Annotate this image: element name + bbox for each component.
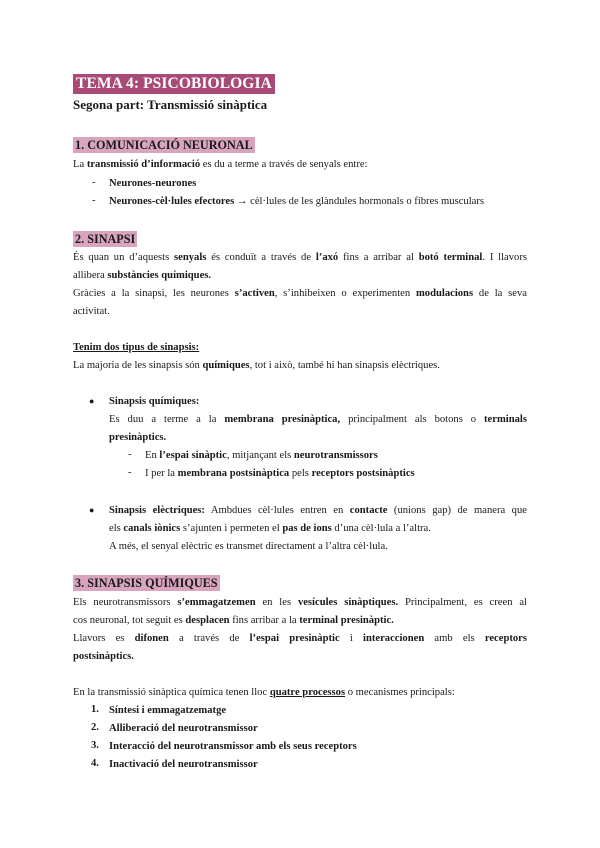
synapse-types-title: Tenim dos tipus de sinapsis:: [73, 342, 200, 353]
text-bold: transmissió d’informació: [86, 159, 201, 170]
electrical-synapses-title: Sinapsis elèctriques:: [109, 505, 205, 516]
text-bold: s’activen: [234, 288, 275, 299]
text-bold: vesícules sinàptiques.: [297, 597, 399, 608]
section-1-heading: 1. COMUNICACIÓ NEURONAL: [75, 138, 253, 152]
text-bold: Neurones-neurones: [109, 178, 197, 189]
text: Llavors es: [73, 633, 135, 644]
electrical-synapses-line-3: A més, el senyal elèctric es transmet directament a l’altra cèl·lula.: [109, 541, 388, 552]
text: La majoria de les sinapsis són: [73, 360, 203, 371]
text: És quan un d’aquests: [73, 252, 175, 263]
text-bold: membrana postsinàptica: [177, 468, 290, 479]
text: cos neuronal, tot seguit es: [73, 615, 186, 626]
text-bold: receptors postsinàptics: [311, 468, 415, 479]
text: Gràcies a la sinapsi, les neurones: [73, 288, 235, 299]
text: és conduït a través de: [206, 252, 316, 263]
document-subtitle: Segona part: Transmissió sinàptica: [73, 97, 268, 112]
text: i: [339, 633, 364, 644]
section-2-paragraph-line-1: [73, 251, 527, 265]
text: d’una cèl·lula a l’altra.: [331, 523, 431, 534]
dash-marker: -: [92, 195, 96, 206]
section-3-paragraph-line-2: [73, 614, 394, 628]
text: , s’inhibeixen o experimenten: [274, 288, 416, 299]
text: principalment als botons o: [340, 414, 485, 425]
text: . I llavors: [482, 252, 527, 263]
text: en les: [255, 597, 298, 608]
text-bold: substàncies químiques.: [107, 270, 212, 281]
text-bold: modulacions: [415, 288, 474, 299]
section-1-item-1: [109, 177, 196, 191]
chemical-synapses-subitem-2: [145, 467, 415, 481]
text: de la seva: [473, 288, 527, 299]
text-bold: s’emmagatzemen: [177, 597, 256, 608]
text: fins a arribar al: [338, 252, 419, 263]
text: els: [109, 523, 124, 534]
text: Els neurotransmissors: [73, 597, 178, 608]
text: I per la: [145, 468, 178, 479]
text: es du a terme a través de senyals entre:: [200, 159, 368, 170]
text-bold: senyals: [174, 252, 207, 263]
list-number: 4.: [91, 758, 99, 769]
process-list-item: Inactivació del neurotransmissor: [109, 759, 258, 770]
text-bold: neurotransmissors: [293, 450, 378, 461]
list-number: 3.: [91, 740, 99, 751]
text-bold: pas de ions: [282, 523, 332, 534]
text-bold: químiques: [202, 360, 250, 371]
text-bold: membrana presinàptica,: [224, 414, 341, 425]
list-number: 2.: [91, 722, 99, 733]
chemical-synapses-subitem-1: [145, 449, 378, 463]
text: → cèl·lules de les glàndules hormonals o fibres musculars: [234, 196, 485, 207]
dash-marker: -: [128, 467, 132, 478]
text-bold: canals iònics: [123, 523, 181, 534]
electrical-synapses-line-1: [109, 504, 527, 518]
section-2-heading: 2. SINAPSI: [75, 232, 136, 246]
section-1-item-2: [109, 195, 484, 209]
text: pels: [289, 468, 312, 479]
text-bold: contacte: [349, 505, 388, 516]
section-3-paragraph-line-1: [73, 596, 527, 610]
text-bold: terminals: [484, 414, 527, 425]
text: , mitjançant els: [226, 450, 294, 461]
section-3-heading: 3. SINAPSIS QUÍMIQUES: [75, 576, 218, 590]
text: En: [145, 450, 160, 461]
bullet-marker: ●: [89, 396, 95, 406]
section-2-paragraph-line-4: activitat.: [73, 306, 110, 317]
process-list-item: Alliberació del neurotransmissor: [109, 723, 258, 734]
text: Es duu a terme a la: [109, 414, 225, 425]
section-1-intro: [73, 158, 368, 172]
text: Principalment, es creen al: [398, 597, 527, 608]
section-3-paragraph-line-3: [73, 632, 527, 646]
text: a través de: [168, 633, 250, 644]
text: amb els: [424, 633, 485, 644]
text-bold: desplacen: [185, 615, 230, 626]
text: En la transmissió sinàptica química tenen lloc: [73, 687, 270, 698]
text: fins arribar a la: [229, 615, 300, 626]
document-title: TEMA 4: PSICOBIOLOGIA: [73, 74, 275, 94]
text-bold: difonen: [134, 633, 169, 644]
text: Ambdues cèl·lules entren en: [204, 505, 350, 516]
section-2-paragraph-line-3: [73, 287, 527, 301]
process-list-item: Síntesi i emmagatzematge: [109, 705, 227, 716]
synapse-types-intro: [73, 359, 440, 373]
text: La: [73, 159, 87, 170]
text-bold-underlined: quatre processos: [269, 687, 346, 698]
text: s’ajunten i permeten el: [180, 523, 283, 534]
text: o mecanismes principals:: [345, 687, 455, 698]
bullet-marker: ●: [89, 505, 95, 515]
text: , tot i això, també hi han sinapsis elèctriques.: [249, 360, 440, 371]
processes-intro: [73, 686, 455, 700]
chemical-synapses-title: Sinapsis químiques:: [109, 396, 200, 407]
text-bold: terminal presinàptic.: [299, 615, 394, 626]
dash-marker: -: [92, 177, 96, 188]
chemical-synapses-line-2: presinàptics.: [109, 432, 167, 443]
chemical-synapses-line-1: [109, 413, 527, 427]
electrical-synapses-line-2: [109, 522, 431, 536]
text: (unions gap) de manera que: [387, 505, 527, 516]
text-bold: interaccionen: [363, 633, 425, 644]
list-number: 1.: [91, 704, 99, 715]
section-2-paragraph-line-2: [73, 269, 211, 283]
text-bold: Neurones-cèl·lules efectores: [109, 196, 235, 207]
process-list-item: Interacció del neurotransmissor amb els seus receptors: [109, 741, 357, 752]
dash-marker: -: [128, 449, 132, 460]
text: allibera: [73, 270, 108, 281]
section-3-paragraph-line-4: postsinàptics.: [73, 651, 134, 662]
text-bold: receptors: [484, 633, 528, 644]
text-bold: botó terminal: [418, 252, 483, 263]
text-bold: l’espai presinàptic: [249, 633, 340, 644]
text-bold: l’espai sinàptic: [159, 450, 227, 461]
text-bold: l’axó: [315, 252, 339, 263]
